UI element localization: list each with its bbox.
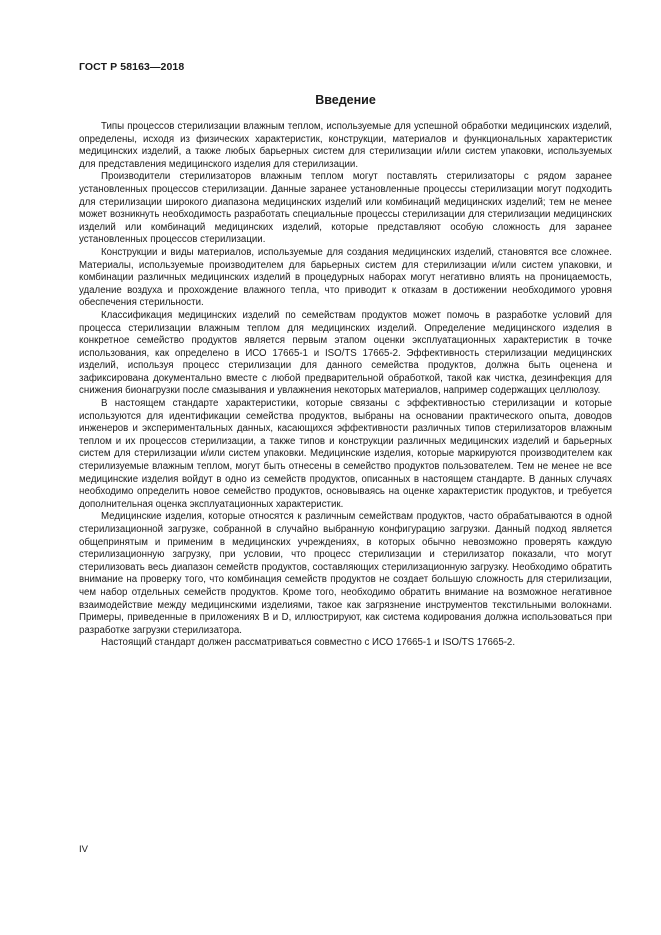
paragraph: Настоящий стандарт должен рассматриваться совместно с ИСО 17665-1 и ISO/TS 17665-2.	[101, 637, 516, 649]
paragraph: Конструкции и виды материалов, используемые для создания медицинских изделий, становятся все сложнее. Материалы, используемые производителем для барьерных систем для стерилизации и/или систем упаковки, и комбинации различных медицинских изделий в процедурных наборах могут негативно влиять на проницаемость, удаление воздуха и прохождение влажного тепла, что приводит к отказам в достижении необходимого уровня обеспечения стерильности.	[79, 246, 612, 309]
page-number: IV	[79, 844, 88, 855]
paragraph: Типы процессов стерилизации влажным теплом, используемые для успешной обработки медицинских изделий, определены, исходя из физических характеристик, конструкции, материалов и функциональных характеристик медицинских изделий, а также любых барьерных систем для стерилизации и/или систем упаковки, используемых для представления медицинского изделия для стерилизации.	[79, 121, 612, 170]
document-id: ГОСТ Р 58163—2018	[79, 61, 185, 73]
paragraph: Медицинские изделия, которые относятся к различным семействам продуктов, часто обрабатываются в одной стерилизационной загрузке, собранной в случайно выбранную конфигурацию загрузки. Данный подход является общепринятым и применим в медицинских учреждениях, в которых обычно невозможно проверять каждую стерилизационную загрузку, при условии, что процесс стерилизации и стерилизатор показали, что могут стерилизовать весь диапазон семейств продуктов, составляющих стерилизационную загрузку. Необходимо обратить внимание на проверку того, что комбинация семейств продуктов не создает большую сложность для стерилизации, чем набор отдельных семейств продуктов. Кроме того, необходимо обратить внимание на возможное негативное взаимодействие между медицинскими изделиями, такое как загрязнение инструментов текстильными волокнами. Примеры, приведенные в приложениях В и D, иллюстрируют, как система кодирования должна использоваться при разработке загрузки стерилизатора.	[79, 511, 612, 636]
introduction-body	[79, 121, 612, 650]
paragraph: В настоящем стандарте характеристики, которые связаны с эффективностью стерилизации и которые используются для идентификации семейства продуктов, выбраны на основании практического опыта, доводов инженеров и экспериментальных данных, касающихся эффективности различных типов стерилизаторов влажным теплом и их процессов стерилизации, а также типов и конструкции различных медицинских изделий и барьерных систем для стерилизации и/или систем упаковки. Медицинские изделия, которые маркируются производителем как стерилизуемые влажным теплом, могут быть отнесены в семейство продуктов пользователем. Тем не менее не все медицинские изделия войдут в одно из семейств продуктов, описанных в настоящем стандарте. В данных случаях необходимо определить новое семейство продуктов, основываясь на оценке характеристик продуктов, и требуется дополнительная оценка эксплуатационных характеристик.	[79, 398, 612, 510]
paragraph: Производители стерилизаторов влажным теплом могут поставлять стерилизаторы с рядом заранее установленных процессов стерилизации. Данные заранее установленные процессы стерилизации могут подходить для стерилизации широкого диапазона медицинских изделий или комбинаций медицинских изделий; тем не менее может возникнуть необходимость разработать специальные процессы стерилизации для стерилизации медицинских изделий или комбинаций медицинских изделий, которые представляют особую сложность для заранее установленных процессов стерилизации.	[79, 171, 612, 246]
section-title: Введение	[315, 93, 376, 107]
paragraph: Классификация медицинских изделий по семействам продуктов может помочь в разработке условий для процесса стерилизации влажным теплом для медицинских изделий. Определение медицинского изделия в конкретное семейство продуктов является первым этапом оценки эксплуатационных характеристик в точке использования, как определено в ИСО 17665-1 и ISO/TS 17665-2. Эффективность стерилизации медицинских изделий, используя процесс стерилизации для данного семейства продуктов, должна быть оценена и зафиксирована документально вместе с любой предварительной обработкой, такой как чистка, дезинфекция для снижения бионагрузки после смазывания и увлажнения некоторых материалов, например содержащих целлюлозу.	[79, 309, 612, 397]
